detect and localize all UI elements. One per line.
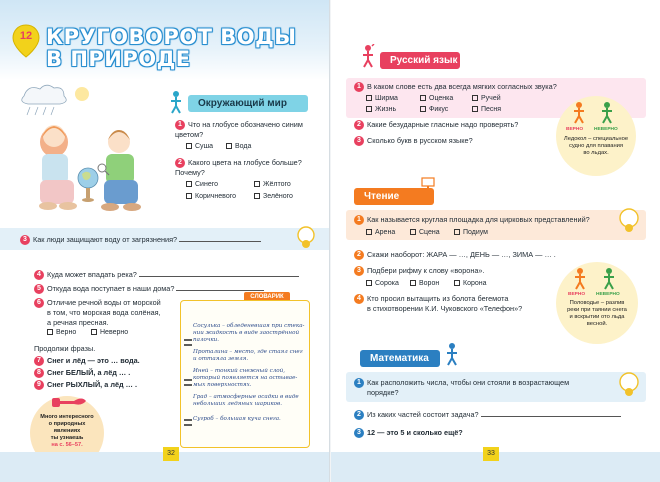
info-note-text: Много интересного о природных явлениях ты узнаешь на с. 56–57. bbox=[40, 414, 94, 448]
dict-entry-frost: Иней – тонкий снежный слой, который появляется на остывае- мых поверхностях. bbox=[193, 368, 298, 389]
subject-math: Математика bbox=[360, 350, 440, 367]
lesson-number: 12 bbox=[19, 30, 33, 42]
option-false[interactable]: Неверно bbox=[91, 328, 128, 337]
answer-line[interactable] bbox=[179, 236, 261, 242]
binder-rings-icon bbox=[184, 330, 192, 430]
boy-hanging-icon bbox=[618, 208, 640, 236]
option-yellow[interactable]: Жёлтого bbox=[254, 180, 291, 189]
env-question-1: 1 Что на глобусе обозначено синим цветом? bbox=[175, 120, 303, 139]
russian-question-1: 1 В каком слове есть два всегда мягких согласных звука? bbox=[354, 82, 644, 92]
option-otsenka[interactable]: Оценка bbox=[420, 94, 453, 103]
math-figure-icon bbox=[444, 342, 460, 366]
env-question-8: 8 Снег БЕЛЫЙ, а лёд … . bbox=[34, 368, 130, 378]
subject-russian: Русский язык bbox=[380, 52, 460, 69]
option-water[interactable]: Вода bbox=[226, 142, 251, 151]
boy-hanging-icon-2 bbox=[618, 372, 640, 400]
title-line-1: КРУГОВОРОТ ВОДЫ bbox=[46, 25, 297, 49]
math-question-1: 1 Как расположить числа, чтобы они стояли в возрастающем порядке? bbox=[354, 378, 634, 398]
continue-phrases: Продолжи фразы. bbox=[34, 344, 96, 353]
page-title bbox=[46, 26, 297, 70]
russian-note-text: Ледокол – специальное судно для плавания во льдах. bbox=[563, 136, 629, 156]
standing-figure-icon bbox=[168, 90, 184, 114]
option-ruchey[interactable]: Ручей bbox=[472, 94, 501, 103]
page-number-left: 32 bbox=[163, 447, 179, 461]
subject-reading: Чтение bbox=[354, 188, 434, 205]
badge-false: НЕВЕРНО bbox=[594, 127, 618, 132]
girl-figure-icon bbox=[360, 44, 376, 68]
reading-question-2: 2 Скажи наоборот: ЖАРА — …, ДЕНЬ — …, ЗИМА — … . bbox=[354, 250, 556, 260]
book-spine bbox=[329, 0, 331, 482]
env-question-6: 6 Отличие речной воды от морской в том, что морская вода солёная, а речная пресная. bbox=[34, 298, 184, 327]
env-question-3: 3 Как люди защищают воду от загрязнения? bbox=[20, 235, 310, 245]
option-pesnya[interactable]: Песня bbox=[472, 105, 501, 114]
question-number-1: 1 bbox=[175, 120, 185, 130]
children-illustration bbox=[14, 80, 164, 220]
subject-environment: Окружающий мир bbox=[188, 95, 308, 112]
reading-question-1: 1 Как называется круглая площадка для цирковых представлений? bbox=[354, 215, 634, 225]
badge-false-2: НЕВЕРНО bbox=[596, 292, 620, 297]
option-voron[interactable]: Ворон bbox=[410, 279, 439, 288]
env-question-4: 4 Куда может впадать река? bbox=[34, 270, 324, 280]
russian-question-2: 2 Какие безударные гласные надо проверять? bbox=[354, 120, 518, 130]
option-shirma[interactable]: Ширма bbox=[366, 94, 398, 103]
dict-entry-snowdrift: Сугроб – большая куча снега. bbox=[193, 416, 281, 422]
pointing-hand-icon bbox=[52, 392, 88, 410]
dictionary-box bbox=[180, 300, 310, 448]
orange-figure-icon bbox=[572, 102, 586, 124]
env-question-7: 7 Снег и лёд — это … вода. bbox=[34, 356, 140, 366]
page-number-right: 33 bbox=[483, 447, 499, 461]
math-question-3: 3 12 — это 5 и сколько ещё? bbox=[354, 428, 463, 438]
option-land[interactable]: Суша bbox=[186, 142, 213, 151]
option-brown[interactable]: Коричневого bbox=[186, 192, 236, 201]
title-line-2: В ПРИРОДЕ bbox=[46, 47, 191, 71]
badge-true: ВЕРНО bbox=[566, 127, 584, 132]
option-arena[interactable]: Арена bbox=[366, 228, 395, 237]
math-question-2: 2 Из каких частей состоит задача? bbox=[354, 410, 644, 420]
option-green[interactable]: Зелёного bbox=[254, 192, 293, 201]
green-figure-icon-2 bbox=[602, 268, 616, 290]
dictionary-label: СЛОВАРИК bbox=[244, 292, 290, 303]
option-soroka[interactable]: Сорока bbox=[366, 279, 399, 288]
reading-note-text: Половодье – разлив реки при таянии снега и вскрытии ото льда весной. bbox=[567, 300, 627, 327]
option-stsena[interactable]: Сцена bbox=[410, 228, 440, 237]
reading-question-4: 4 Кто просил вытащить из болота бегемота в стихотворении К.И. Чуковского «Телефон»? bbox=[354, 294, 554, 314]
option-true[interactable]: Верно bbox=[47, 328, 76, 337]
russian-question-3: 3 Сколько букв в русском языке? bbox=[354, 136, 473, 146]
badge-true-2: ВЕРНО bbox=[568, 292, 586, 297]
reading-question-3: 3 Подбери рифму к слову «ворона». bbox=[354, 266, 485, 276]
option-korona[interactable]: Корона bbox=[454, 279, 487, 288]
env-question-9: 9 Снег РЫХЛЫЙ, а лёд … . bbox=[34, 380, 137, 390]
option-fikus[interactable]: Фикус bbox=[420, 105, 448, 114]
option-podium[interactable]: Подиум bbox=[454, 228, 488, 237]
option-blue[interactable]: Синего bbox=[186, 180, 218, 189]
orange-figure-icon-2 bbox=[573, 268, 587, 290]
green-figure-icon bbox=[600, 102, 614, 124]
girl-hanging-icon bbox=[296, 226, 316, 252]
dict-entry-icicle: Сосулька – обледеневшая при стека- нии жидкость в виде заострённой палочки. bbox=[193, 323, 305, 344]
option-zhizn[interactable]: Жизнь bbox=[366, 105, 396, 114]
dict-entry-thaw: Проталина – место, где стаял снег и оттаяла земля. bbox=[193, 349, 303, 363]
dict-entry-hail: Град – атмосферные осадки в виде небольших ледяных шариков. bbox=[193, 394, 299, 408]
env-question-5: 5 Откуда вода поступает в наши дома? bbox=[34, 284, 324, 294]
question-number-2: 2 bbox=[175, 158, 185, 168]
env-question-2: 2 Какого цвета на глобусе больше? Почему? bbox=[175, 158, 302, 177]
